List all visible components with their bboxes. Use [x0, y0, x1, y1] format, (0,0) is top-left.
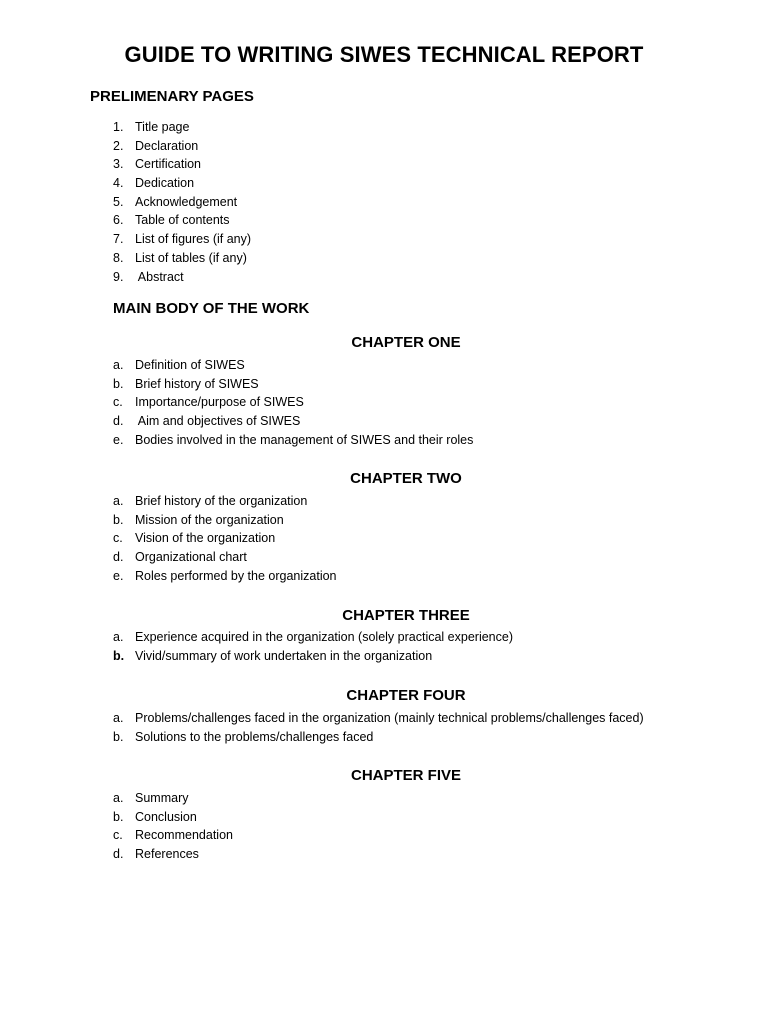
chapter-three-title: CHAPTER THREE — [342, 607, 470, 624]
list-marker: b. — [113, 648, 125, 663]
list-marker: 7. — [113, 232, 124, 247]
list-item-text: References — [135, 847, 199, 862]
preliminary-heading: PRELIMENARY PAGES — [90, 88, 254, 105]
list-marker: 3. — [113, 157, 124, 172]
list-item-text: Mission of the organization — [135, 512, 284, 527]
chapter-two-title: CHAPTER TWO — [350, 470, 462, 487]
list-marker: 6. — [113, 213, 124, 228]
list-marker: 9. — [113, 269, 124, 284]
list-marker: e. — [113, 432, 124, 447]
list-item-text: Conclusion — [135, 809, 197, 824]
list-marker: a. — [113, 711, 124, 725]
list-item-text: Bodies involved in the management of SIWES and their roles — [135, 432, 474, 447]
chapter-four-title: CHAPTER FOUR — [346, 687, 466, 704]
list-marker: c. — [113, 395, 123, 410]
list-marker: d. — [113, 414, 124, 429]
list-item-text: Title page — [135, 120, 190, 134]
list-item-text: Dedication — [135, 176, 195, 191]
list-marker: a. — [113, 358, 124, 372]
list-marker: 4. — [113, 176, 124, 191]
list-item-text: Recommendation — [135, 828, 233, 843]
list-marker: b. — [113, 729, 124, 744]
list-item-text: Vision of the organization — [135, 531, 276, 546]
list-item-text: Importance/purpose of SIWES — [135, 395, 304, 410]
list-marker: a. — [113, 791, 124, 805]
list-item-text: Table of contents — [135, 213, 230, 228]
list-item-text: Certification — [135, 157, 201, 172]
list-item-text: Brief history of SIWES — [135, 376, 259, 391]
list-marker: 1. — [113, 120, 124, 134]
list-item-text: List of tables (if any) — [135, 250, 247, 265]
list-item-text: Problems/challenges faced in the organization (mainly technical problems/challenges faced) — [135, 711, 644, 725]
list-marker: 5. — [113, 194, 124, 209]
list-item-text: Aim and objectives of SIWES — [135, 414, 301, 429]
main-body-heading: MAIN BODY OF THE WORK — [113, 300, 310, 317]
chapter-five-title: CHAPTER FIVE — [350, 767, 461, 784]
list-marker: e. — [113, 568, 124, 583]
list-marker: a. — [113, 630, 124, 644]
list-marker: 8. — [113, 250, 124, 265]
list-item-text: Summary — [135, 791, 189, 805]
list-item-text: Vivid/summary of work undertaken in the organization — [135, 648, 433, 663]
list-item-text: Definition of SIWES — [135, 358, 245, 372]
list-item-text: Abstract — [135, 269, 184, 284]
list-item-text: Brief history of the organization — [135, 494, 308, 508]
list-marker: d. — [113, 550, 124, 565]
list-item-text: Organizational chart — [135, 550, 247, 565]
list-marker: 2. — [113, 138, 124, 153]
list-marker: b. — [113, 376, 124, 391]
list-marker: b. — [113, 512, 124, 527]
list-item-text: Experience acquired in the organization (solely practical experience) — [135, 630, 513, 644]
list-marker: b. — [113, 809, 124, 824]
list-item-text: List of figures (if any) — [135, 232, 252, 247]
list-marker: c. — [113, 531, 123, 546]
list-item-text: Declaration — [135, 138, 199, 153]
list-marker: a. — [113, 494, 124, 508]
list-marker: d. — [113, 847, 124, 862]
document-title: GUIDE TO WRITING SIWES TECHNICAL REPORT — [124, 42, 644, 67]
list-marker: c. — [113, 828, 123, 843]
chapter-one-title: CHAPTER ONE — [351, 334, 461, 351]
list-item-text: Solutions to the problems/challenges faced — [135, 729, 374, 744]
list-item-text: Acknowledgement — [135, 194, 238, 209]
list-item-text: Roles performed by the organization — [135, 568, 337, 583]
